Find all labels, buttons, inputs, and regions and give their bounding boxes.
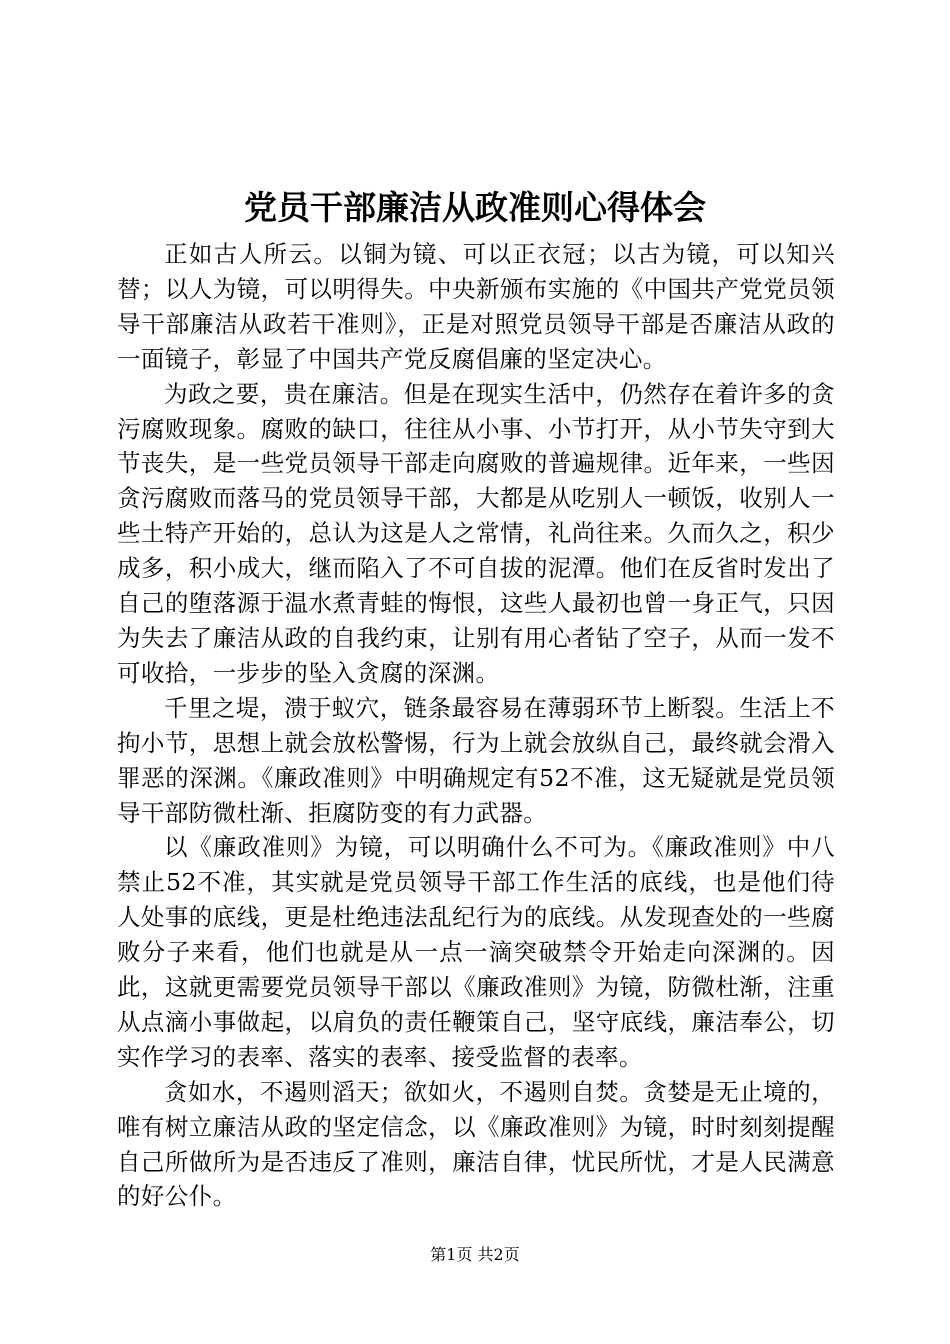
paragraph-2: 为政之要，贵在廉洁。但是在现实生活中，仍然存在着许多的贪污腐败现象。腐败的缺口，往往从小事、小节打开，从小节失守到大节丧失，是一些党员领导干部走向腐败的普遍规律。近年来，一些因贪污腐败而落马的党员领导干部，大都是从吃别人一顿饭，收别人一些土特产开始的，总认为这是人之常情，礼尚往来。久而久之，积少成多，积小成大，继而陷入了不可自拔的泥潭。他们在反省时发出了自己的堕落源于温水煮青蛙的悔恨，这些人最初也曾一身正气，只因为失去了廉洁从政的自我约束，让别有用心者钻了空子，从而一发不可收拾，一步步的坠入贪腐的深渊。: [117, 379, 835, 687]
paragraph-3: 千里之堤，溃于蚁穴，链条最容易在薄弱环节上断裂。生活上不拘小节，思想上就会放松警惕，行为上就会放纵自己，最终就会滑入罪恶的深渊。《廉政准则》中明确规定有52不准，这无疑就是党员领导干部防微杜渐、拒腐防变的有力武器。: [117, 693, 835, 827]
paragraph-4: 以《廉政准则》为镜，可以明确什么不可为。《廉政准则》中八禁止52不准，其实就是党员领导干部工作生活的底线，也是他们待人处事的底线，更是杜绝违法乱纪行为的底线。从发现查处的一些腐败分子来看，他们也就是从一点一滴突破禁令开始走向深渊的。因此，这就更需要党员领导干部以《廉政准则》为镜，防微杜渐，注重从点滴小事做起，以肩负的责任鞭策自己，坚守底线，廉洁奉公，切实作学习的表率、落实的表率、接受监督的表率。: [117, 833, 835, 1071]
page-number-footer: 第1页 共2页: [430, 1245, 520, 1264]
document-title: 党员干部廉洁从政准则心得体会: [244, 188, 706, 227]
paragraph-1: 正如古人所云。以铜为镜、可以正衣冠；以古为镜，可以知兴替；以人为镜，可以明得失。中央新颁布实施的《中国共产党党员领导干部廉洁从政若干准则》，正是对照党员领导干部是否廉洁从政的一面镜子，彰显了中国共产党反腐倡廉的坚定决心。: [117, 240, 835, 373]
document-body: [117, 237, 835, 1214]
paragraph-5: 贪如水，不遏则滔天；欲如火，不遏则自焚。贪婪是无止境的，唯有树立廉洁从政的坚定信念，以《廉政准则》为镜，时时刻刻提醒自己所做所为是否违反了准则，廉洁自律，忧民所忧，才是人民满意的好公仆。: [117, 1077, 835, 1211]
